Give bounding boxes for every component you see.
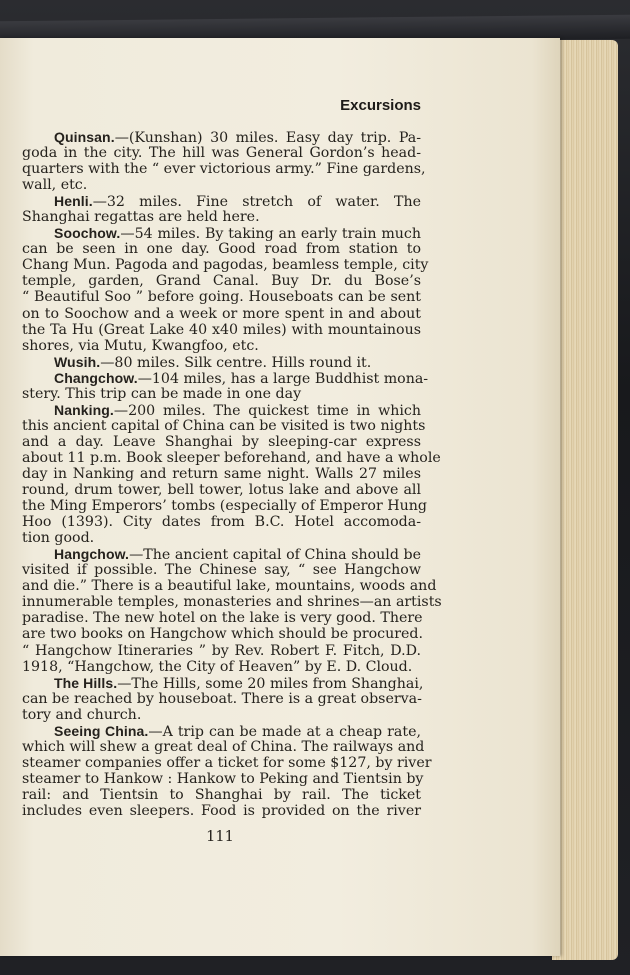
text-line: Hoo (1393). City dates from B.C. Hotel accomoda- xyxy=(22,514,421,531)
text-line: visited if possible. The Chinese say, “ see Hangchow xyxy=(22,562,421,579)
entry-hangchow-line-1: Hangchow.—The ancient capital of China should be xyxy=(54,546,421,564)
entry-heading: Seeing China. xyxy=(54,722,149,739)
entry-quinsan-line-1: Quinsan.—(Kunshan) 30 miles. Easy day trip. Pa- xyxy=(54,129,421,146)
entry-heading: Henli. xyxy=(54,193,93,210)
text-line: “ Beautiful Soo ” before going. Houseboats can be sent xyxy=(22,289,421,306)
text-line: tory and church. xyxy=(22,706,142,723)
text-line: innumerable temples, monasteries and shrines—an artists xyxy=(22,594,442,611)
text-line: the Ta Hu (Great Lake 40 x40 miles) with mountainous xyxy=(22,321,421,338)
entry-heading: Wusih. xyxy=(54,353,101,370)
entry-nanking-line-1: Nanking.—200 miles. The quickest time in which xyxy=(54,401,421,419)
page-number: 111 xyxy=(206,829,234,845)
entry-heading: Quinsan. xyxy=(54,129,115,145)
text-line: wall, etc. xyxy=(22,177,88,194)
text-line: steamer companies offer a ticket for some $127, by river xyxy=(22,754,432,771)
text-line: tion good. xyxy=(22,530,95,547)
entry-heading: The Hills. xyxy=(54,674,118,691)
text-line: can be seen in one day. Good road from station to xyxy=(22,241,421,258)
text-line: and a day. Leave Shanghai by sleeping-car express xyxy=(22,433,421,450)
page-edges xyxy=(552,40,618,960)
text-line: this ancient capital of China can be visited is two nights xyxy=(22,417,426,434)
text-line: paradise. The new hotel on the lake is very good. There xyxy=(22,610,423,627)
entry-heading: Soochow. xyxy=(54,225,121,242)
text-line: 1918, “Hangchow, the City of Heaven” by E. D. Cloud. xyxy=(22,658,413,675)
text-line: temple, garden, Grand Canal. Buy Dr. du Bose’s xyxy=(22,273,421,290)
text-line: includes even sleepers. Food is provided on the river xyxy=(22,802,421,819)
entry-henli-line-1: Henli.—32 miles. Fine stretch of water. The xyxy=(54,193,421,211)
running-head: Excursions xyxy=(340,97,421,114)
text-line: goda in the city. The hill was General Gordon’s head- xyxy=(22,145,421,162)
text-line: Shanghai regattas are held here. xyxy=(22,209,260,226)
entry-seeing-china-line-1: Seeing China.—A trip can be made at a cheap rate, xyxy=(54,722,421,740)
text-line: can be reached by houseboat. There is a great observa- xyxy=(22,690,422,707)
text-line: which will shew a great deal of China. The railways and xyxy=(22,738,425,755)
entry-changchow-line-1: Changchow.—104 miles, has a large Buddhist mona- xyxy=(54,369,429,387)
text-line: stery. This trip can be made in one day xyxy=(22,385,302,402)
entry-heading: Changchow. xyxy=(54,369,138,386)
text-line: are two books on Hangchow which should be procured. xyxy=(22,626,423,643)
entry-heading: Hangchow. xyxy=(54,546,130,563)
body-text xyxy=(22,129,442,819)
text-line: day in Nanking and return same night. Walls 27 miles xyxy=(22,465,421,482)
entry-wusih-line-1: Wusih.—80 miles. Silk centre. Hills round it. xyxy=(54,353,372,371)
text-line: about 11 p.m. Book sleeper beforehand, and have a whole xyxy=(22,449,441,466)
text-line: steamer to Hankow : Hankow to Peking and Tientsin by xyxy=(22,770,424,787)
text-line: rail: and Tientsin to Shanghai by rail. The ticket xyxy=(22,786,421,803)
text-line: the Ming Emperors’ tombs (especially of Emperor Hung xyxy=(22,498,427,515)
text-line: shores, via Mutu, Kwangfoo, etc. xyxy=(22,337,259,354)
text-line: Chang Mun. Pagoda and pagodas, beamless temple, city xyxy=(22,257,429,274)
text-line: on to Soochow and a week or more spent in and about xyxy=(22,305,421,322)
entry-heading: Nanking. xyxy=(54,401,114,418)
text-line: and die.” There is a beautiful lake, mountains, woods and xyxy=(22,578,437,595)
entry-soochow-line-1: Soochow.—54 miles. By taking an early train much xyxy=(54,225,421,243)
text-line: “ Hangchow Itineraries ” by Rev. Robert F. Fitch, D.D. xyxy=(22,642,421,659)
text-line: quarters with the “ ever victorious army.” Fine gardens, xyxy=(22,161,426,178)
text-line: round, drum tower, bell tower, lotus lake and above all xyxy=(22,482,421,499)
entry-the-hills-line-1: The Hills.—The Hills, some 20 miles from Shanghai, xyxy=(54,674,424,692)
